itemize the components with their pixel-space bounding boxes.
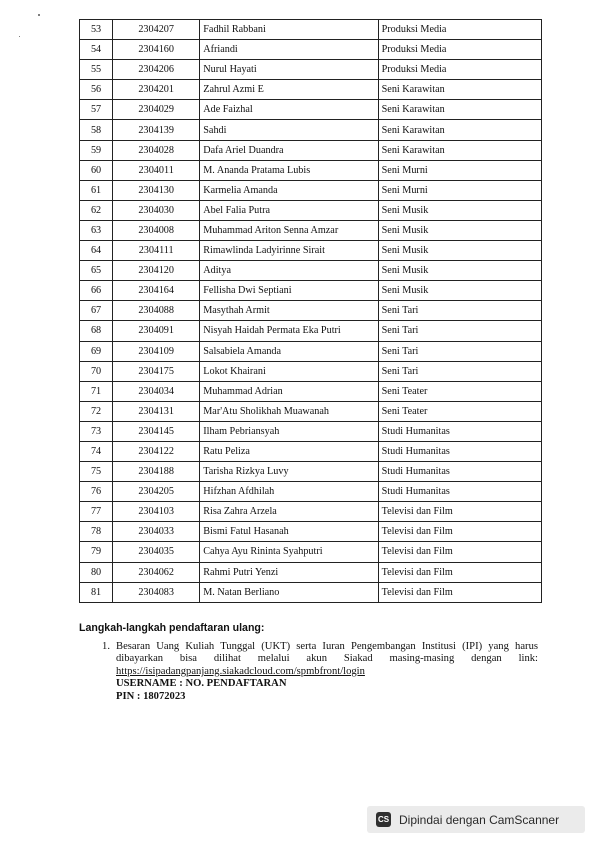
registration-number: 2304205 [113,482,200,502]
registration-number: 2304130 [113,180,200,200]
registration-number: 2304083 [113,582,200,602]
registration-number: 2304103 [113,502,200,522]
step-text: Besaran Uang Kuliah Tunggal (UKT) serta Iuran Pengembangan Institusi (IPI) yang harus dibayarkan bisa dilihat melalui akun Siakad masing-masing dengan link: [116,641,538,665]
table-row [80,140,542,160]
row-number: 55 [80,60,113,80]
row-number: 65 [80,261,113,281]
registration-number: 2304139 [113,120,200,140]
registration-instructions [79,622,542,703]
row-number: 81 [80,582,113,602]
study-program: Televisi dan Film [378,562,541,582]
student-name: Fellisha Dwi Septiani [200,281,378,301]
study-program: Studi Humanitas [378,421,541,441]
row-number: 53 [80,20,113,40]
row-number: 60 [80,160,113,180]
registration-number: 2304008 [113,220,200,240]
student-table-body [80,20,542,603]
student-name: Nisyah Haidah Permata Eka Putri [200,321,378,341]
row-number: 77 [80,502,113,522]
table-row [80,40,542,60]
camscanner-logo-icon: CS [376,812,391,827]
student-name: Sahdi [200,120,378,140]
row-number: 56 [80,80,113,100]
table-row [80,542,542,562]
row-number: 58 [80,120,113,140]
row-number: 71 [80,381,113,401]
row-number: 59 [80,140,113,160]
table-row [80,421,542,441]
student-name: Salsabiela Amanda [200,341,378,361]
row-number: 70 [80,361,113,381]
table-row [80,381,542,401]
table-row [80,462,542,482]
study-program: Seni Musik [378,220,541,240]
study-program: Seni Musik [378,200,541,220]
registration-number: 2304207 [113,20,200,40]
study-program: Televisi dan Film [378,582,541,602]
registration-number: 2304028 [113,140,200,160]
table-row [80,562,542,582]
study-program: Seni Tari [378,321,541,341]
row-number: 66 [80,281,113,301]
row-number: 76 [80,482,113,502]
scan-speck [38,14,40,16]
student-name: Zahrul Azmi E [200,80,378,100]
study-program: Seni Karawitan [378,120,541,140]
table-row [80,80,542,100]
instructions-heading: Langkah-langkah pendaftaran ulang: [79,622,265,634]
registration-number: 2304201 [113,80,200,100]
registration-number: 2304062 [113,562,200,582]
row-number: 63 [80,220,113,240]
student-name: Bismi Fatul Hasanah [200,522,378,542]
camscanner-watermark [367,806,585,833]
student-name: Risa Zahra Arzela [200,502,378,522]
student-name: Mar'Atu Sholikhah Muawanah [200,401,378,421]
study-program: Seni Tari [378,361,541,381]
instruction-step [79,641,542,703]
registration-number: 2304175 [113,361,200,381]
step-body [116,641,538,703]
student-name: Nurul Hayati [200,60,378,80]
row-number: 69 [80,341,113,361]
row-number: 74 [80,441,113,461]
row-number: 54 [80,40,113,60]
table-row [80,100,542,120]
table-row [80,180,542,200]
student-name: Fadhil Rabbani [200,20,378,40]
study-program: Studi Humanitas [378,441,541,461]
student-name: Abel Falia Putra [200,200,378,220]
table-row [80,301,542,321]
student-name: Masythah Armit [200,301,378,321]
row-number: 68 [80,321,113,341]
study-program: Seni Musik [378,261,541,281]
step-number: 1. [102,641,110,652]
table-row [80,20,542,40]
row-number: 61 [80,180,113,200]
registration-number: 2304035 [113,542,200,562]
table-row [80,200,542,220]
study-program: Seni Musik [378,281,541,301]
registration-number: 2304033 [113,522,200,542]
registration-number: 2304206 [113,60,200,80]
row-number: 57 [80,100,113,120]
table-row [80,220,542,240]
student-name: Ilham Pebriansyah [200,421,378,441]
registration-number: 2304030 [113,200,200,220]
study-program: Studi Humanitas [378,462,541,482]
student-name: Afriandi [200,40,378,60]
student-name: Aditya [200,261,378,281]
siakad-login-link[interactable]: https://isipadangpanjang.siakadcloud.com/spmbfront/login [116,665,365,677]
registration-number: 2304029 [113,100,200,120]
registration-number: 2304145 [113,421,200,441]
student-name: Karmelia Amanda [200,180,378,200]
registration-number: 2304091 [113,321,200,341]
username-line: USERNAME : NO. PENDAFTARAN [116,678,287,690]
table-row [80,361,542,381]
registration-number: 2304160 [113,40,200,60]
registration-number: 2304111 [113,241,200,261]
row-number: 80 [80,562,113,582]
study-program: Seni Teater [378,381,541,401]
student-name: Muhammad Adrian [200,381,378,401]
student-name: Ratu Peliza [200,441,378,461]
row-number: 72 [80,401,113,421]
registration-number: 2304164 [113,281,200,301]
table-row [80,160,542,180]
student-name: Hifzhan Afdhilah [200,482,378,502]
table-row [80,401,542,421]
study-program: Seni Murni [378,160,541,180]
row-number: 78 [80,522,113,542]
study-program: Seni Tari [378,301,541,321]
table-row [80,582,542,602]
study-program: Seni Musik [378,241,541,261]
study-program: Studi Humanitas [378,482,541,502]
study-program: Produksi Media [378,20,541,40]
student-name: Tarisha Rizkya Luvy [200,462,378,482]
study-program: Televisi dan Film [378,502,541,522]
row-number: 62 [80,200,113,220]
student-name: Cahya Ayu Rininta Syahputri [200,542,378,562]
table-row [80,341,542,361]
camscanner-text: Dipindai dengan CamScanner [399,812,560,827]
study-program: Seni Tari [378,341,541,361]
row-number: 79 [80,542,113,562]
registration-number: 2304120 [113,261,200,281]
study-program: Seni Karawitan [378,140,541,160]
registration-number: 2304011 [113,160,200,180]
study-program: Televisi dan Film [378,542,541,562]
student-name: Lokot Khairani [200,361,378,381]
row-number: 75 [80,462,113,482]
student-table [79,19,542,603]
table-row [80,261,542,281]
student-name: M. Ananda Pratama Lubis [200,160,378,180]
student-name: Rimawlinda Ladyirinne Sirait [200,241,378,261]
row-number: 64 [80,241,113,261]
study-program: Seni Karawitan [378,100,541,120]
table-row [80,60,542,80]
registration-number: 2304088 [113,301,200,321]
student-name: Ade Faizhal [200,100,378,120]
student-name: Dafa Ariel Duandra [200,140,378,160]
study-program: Seni Murni [378,180,541,200]
registration-number: 2304131 [113,401,200,421]
table-row [80,321,542,341]
table-row [80,120,542,140]
table-row [80,502,542,522]
study-program: Seni Karawitan [378,80,541,100]
registration-number: 2304109 [113,341,200,361]
student-name: M. Natan Berliano [200,582,378,602]
study-program: Televisi dan Film [378,522,541,542]
table-row [80,522,542,542]
scan-speck [19,36,20,37]
row-number: 73 [80,421,113,441]
study-program: Seni Teater [378,401,541,421]
registration-number: 2304122 [113,441,200,461]
table-row [80,482,542,502]
table-row [80,281,542,301]
registration-number: 2304188 [113,462,200,482]
student-name: Muhammad Ariton Senna Amzar [200,220,378,240]
pin-line: PIN : 18072023 [116,690,186,702]
registration-number: 2304034 [113,381,200,401]
student-name: Rahmi Putri Yenzi [200,562,378,582]
table-row [80,241,542,261]
table-row [80,441,542,461]
study-program: Produksi Media [378,60,541,80]
row-number: 67 [80,301,113,321]
study-program: Produksi Media [378,40,541,60]
